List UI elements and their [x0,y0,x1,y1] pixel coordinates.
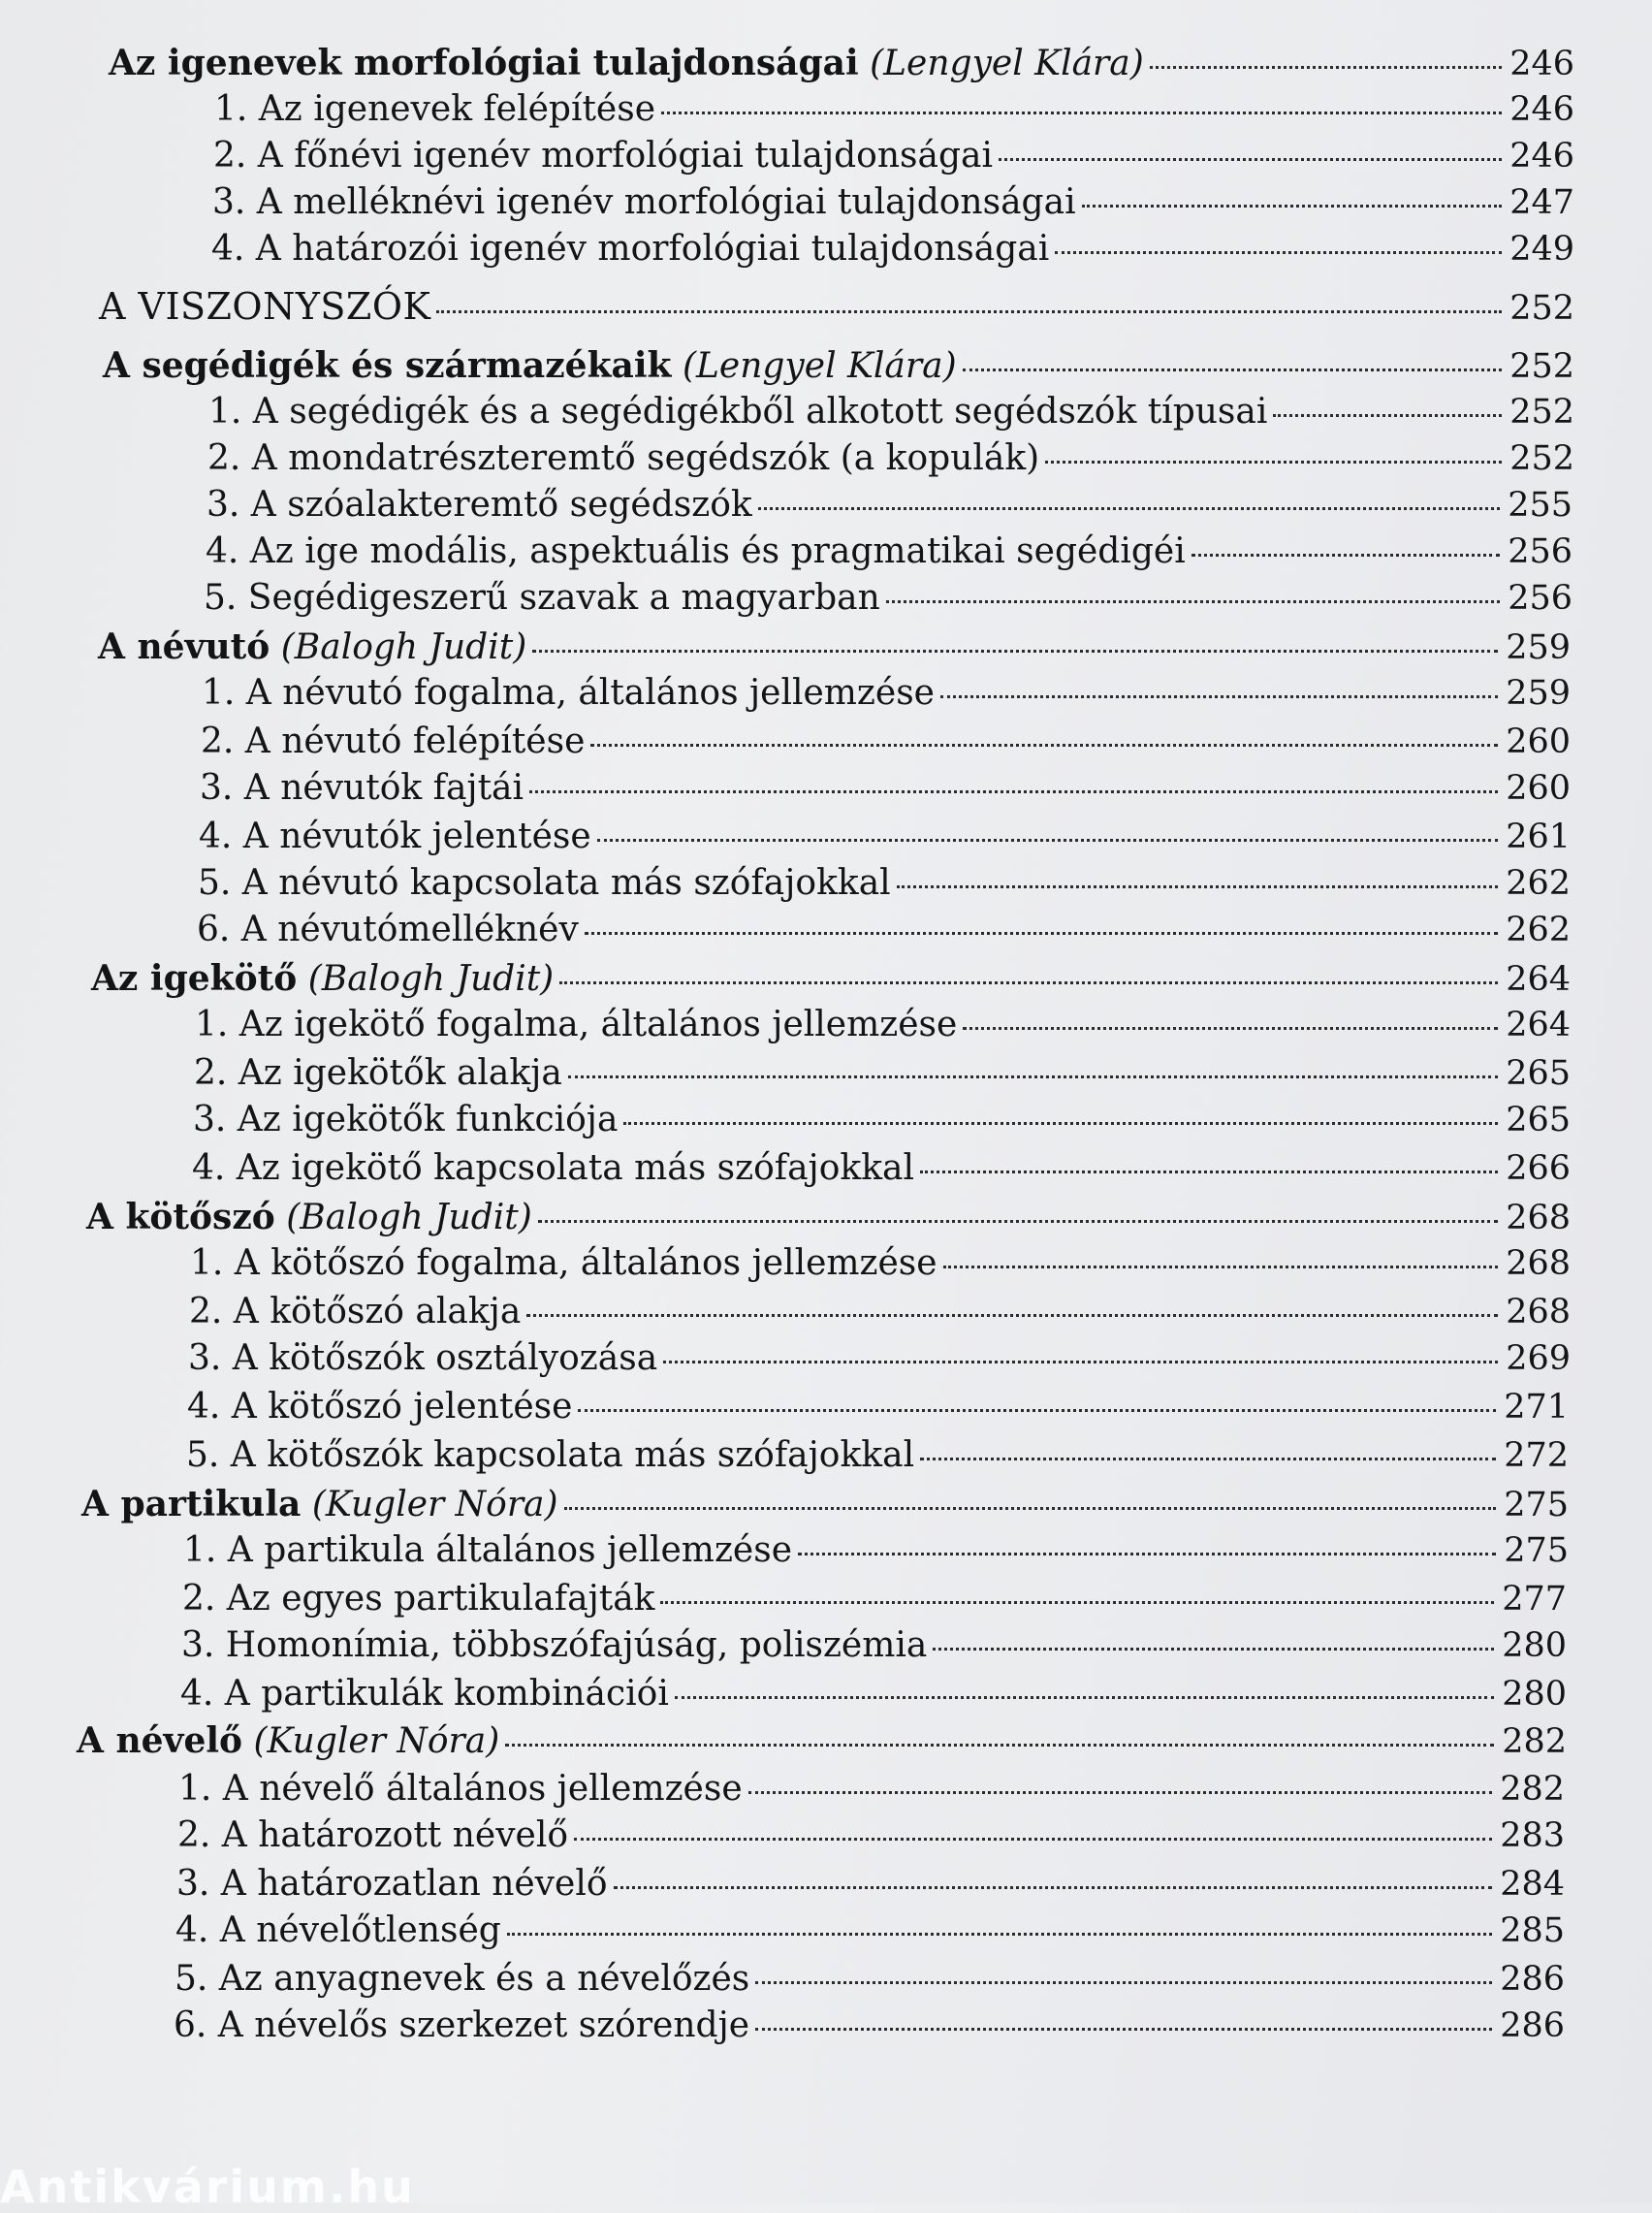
dot-leader [526,1314,1498,1317]
toc-item [208,392,1574,432]
dot-leader [597,839,1499,842]
dot-leader [748,1791,1493,1794]
dot-leader [755,2028,1492,2031]
dot-leader [1055,251,1502,254]
toc-page-number: 252 [1509,439,1574,478]
toc-item [187,1387,1569,1427]
toc-section-label [91,958,554,999]
toc-section-label [77,1720,499,1761]
toc-item [198,863,1571,903]
toc-item-label: 2. A névutó felépítése [201,722,586,761]
toc-item [193,1100,1571,1139]
toc-item [197,910,1571,949]
toc-page-number: 262 [1506,911,1571,949]
toc-item-label: 5. Az anyagnevek és a névelőzés [175,1959,750,1999]
dot-leader [963,1027,1498,1030]
toc-item-label: 5. A kötőszók kapcsolata más szófajokkal [186,1435,915,1475]
toc-item [190,1243,1571,1283]
toc-section-heading [86,1197,1571,1237]
toc-item [192,1148,1571,1188]
toc-item-label: 4. A névutók jelentése [199,817,591,856]
toc-item-label: 6. A névutómelléknév [197,910,579,949]
dot-leader [675,1696,1494,1699]
toc-section-label [103,345,957,386]
toc-page-number: 264 [1506,960,1571,999]
toc-section-label [109,43,1144,83]
toc-item [206,531,1573,571]
toc-item [174,2005,1565,2045]
toc-section-title: A névutó [98,626,270,667]
watermark-logo: Antikvárium.hu [0,2161,415,2213]
toc-section-title: A kötőszó [86,1197,275,1237]
toc-page-number: 285 [1500,1911,1565,1950]
toc-section-author: (Balogh Judit) [286,1198,532,1237]
toc-section-title: A névelő [77,1720,243,1761]
toc-page-number: 265 [1506,1054,1571,1093]
toc-item [188,1338,1571,1378]
toc-page-number: 246 [1509,90,1574,129]
toc-section-heading [81,1484,1569,1524]
toc-section-heading [103,345,1574,386]
toc-page-number: 268 [1506,1293,1571,1331]
toc-item-label: 2. Az igekötők alakja [194,1053,562,1093]
toc-page-number: 282 [1500,1770,1565,1809]
toc-item [183,1530,1569,1570]
toc-item-label: 2. A kötőszó alakja [189,1292,522,1331]
dot-leader [920,1458,1496,1460]
toc-page-number: 277 [1502,1580,1567,1619]
dot-leader [897,885,1499,888]
dot-leader [755,1981,1492,1984]
toc-item-label: 3. A szóalakteremtő segédszók [206,485,752,525]
toc-item [189,1292,1571,1331]
toc-item-label: 1. Az igekötő fogalma, általános jellemzése [195,1005,958,1044]
toc-page-number: 264 [1506,1006,1571,1044]
toc-page-number: 265 [1506,1101,1571,1139]
toc-item-label: 4. A névelőtlenség [175,1910,501,1950]
toc-page-number: 271 [1504,1388,1569,1427]
toc-item [176,1864,1565,1904]
toc-section-author: (Kugler Nóra) [311,1485,558,1524]
toc-item [207,438,1574,478]
toc-item-label: 2. A mondatrészteremtő segédszók (a kopulák) [207,438,1040,478]
toc-page-number: 260 [1506,722,1571,761]
toc-item-label: 1. A partikula általános jellemzése [183,1530,792,1570]
toc-page-number: 275 [1504,1531,1569,1570]
dot-leader [1273,414,1502,417]
dot-leader [623,1122,1498,1125]
toc-page-number: 286 [1500,1960,1565,1999]
toc-page-number: 247 [1509,183,1574,222]
toc-page-number: 269 [1506,1339,1571,1378]
toc-item-label: A VISZONYSZÓK [99,285,431,328]
dot-leader [943,1266,1499,1268]
toc-item-label: 6. A névelős szerkezet szórendje [174,2005,750,2045]
toc-item [186,1435,1569,1475]
toc-item-label: 2. A határozott névelő [177,1815,569,1855]
toc-item [213,136,1574,176]
toc-page-number: 252 [1509,289,1574,328]
toc-section-author: (Balogh Judit) [307,959,555,999]
toc-page-number: 246 [1509,45,1574,83]
toc-page-number: 260 [1506,769,1571,808]
dot-leader [940,695,1498,698]
toc-item-label: 3. A névutók fajtái [200,768,524,808]
toc-page-number: 249 [1509,230,1574,269]
toc-section-heading [77,1720,1567,1761]
toc-item-label: 4. A határozói igenév morfológiai tulajdonságai [211,229,1050,269]
dot-leader [574,1838,1492,1841]
dot-leader [660,1601,1494,1604]
dot-leader [529,790,1498,793]
toc-item-label: 1. A névutó fogalma, általános jellemzése [202,673,935,713]
toc-page-number: 266 [1506,1149,1571,1188]
toc-page-number: 246 [1509,137,1574,176]
toc-item [202,673,1571,713]
dot-leader [886,600,1500,603]
toc-item [177,1815,1565,1855]
toc-page-number: 280 [1502,1675,1567,1714]
toc-section-label [98,626,526,667]
dot-leader [661,112,1502,114]
dot-leader [963,369,1503,371]
dot-leader [1191,554,1500,557]
toc-item-label: 2. A főnévi igenév morfológiai tulajdonságai [213,136,993,176]
toc-item-label: 5. A névutó kapcsolata más szófajokkal [198,863,891,903]
toc-item [180,1674,1567,1714]
dot-leader [538,1220,1498,1223]
toc-item-label: 4. A partikulák kombinációi [180,1674,669,1714]
toc-item [212,182,1574,222]
toc-item-label: 1. A kötőszó fogalma, általános jellemzése [190,1243,937,1283]
toc-page-number: 280 [1502,1626,1567,1665]
toc-item-label: 1. A segédigék és a segédigékből alkotott segédszók típusai [208,392,1268,432]
toc-item [195,1005,1571,1044]
dot-leader [590,744,1498,747]
dot-leader [1045,461,1502,464]
dot-leader [559,981,1498,984]
dot-leader [568,1075,1498,1078]
toc-page-number: 252 [1509,347,1574,386]
toc-section-title: Az igekötő [91,958,298,999]
toc-page-number: 255 [1508,486,1573,525]
toc-item [206,485,1573,525]
toc-page-number: 256 [1508,579,1573,618]
toc-item [175,1959,1565,1999]
toc-item [200,768,1571,808]
dot-leader [1082,205,1503,208]
toc-page-number: 282 [1502,1722,1567,1761]
toc-section-author: (Lengyel Klára) [682,346,957,386]
toc-page-number: 283 [1500,1816,1565,1855]
toc-page-number: 261 [1506,818,1571,856]
dot-leader [663,1361,1498,1363]
toc-item-label: 3. A melléknévi igenév morfológiai tulajdonságai [212,182,1076,222]
toc-section-heading [98,626,1571,667]
toc-item-label: 3. Homonímia, többszófajúság, poliszémia [181,1625,928,1665]
toc-section-author: (Lengyel Klára) [870,44,1144,83]
toc-section-label [86,1197,532,1237]
toc-item-label: 3. Az igekötők funkciója [193,1100,619,1139]
dot-leader [798,1553,1496,1556]
dot-leader [585,932,1498,935]
toc-page-number: 262 [1506,864,1571,903]
toc-item-label: 4. Az igekötő kapcsolata más szófajokkal [192,1148,914,1188]
toc-section-author: (Kugler Nóra) [253,1721,500,1761]
toc-section-title: A segédigék és származékaik [103,345,672,386]
toc-page-number: 268 [1506,1244,1571,1283]
toc-section-heading [91,958,1571,999]
toc-page-number: 272 [1504,1436,1569,1475]
toc-page-number: 275 [1504,1486,1569,1524]
dot-leader [436,310,1502,313]
toc-item [214,89,1574,129]
toc-page-number: 284 [1500,1865,1565,1904]
dot-leader [578,1409,1496,1412]
dot-leader [507,1933,1492,1936]
dot-leader [505,1744,1494,1747]
dot-leader [1150,66,1502,69]
toc-item-label: 3. A határozatlan névelő [176,1864,608,1904]
toc-page-number: 252 [1509,393,1574,432]
toc-item-label: 4. Az ige modális, aspektuális és pragmatikai segédigéi [206,531,1186,571]
toc-item [211,229,1574,269]
toc-item-label: 5. Segédigeszerű szavak a magyarban [204,578,880,618]
toc-item [201,722,1571,761]
toc-section-title: Az igenevek morfológiai tulajdonságai [109,43,859,83]
toc-item [182,1579,1567,1619]
toc-part-heading [99,285,1574,328]
dot-leader [920,1171,1498,1173]
toc-item-label: 1. A névelő általános jellemzése [178,1769,743,1809]
toc-item [194,1053,1571,1093]
toc-page-number: 268 [1506,1199,1571,1237]
toc-item [199,817,1571,856]
dot-leader [999,158,1502,161]
toc-item-label: 4. A kötőszó jelentése [187,1387,573,1427]
toc-item-label: 1. Az igenevek felépítése [214,89,656,129]
toc-page-number: 259 [1506,674,1571,713]
toc-item-label: 3. A kötőszók osztályozása [188,1338,658,1378]
toc-item-label: 2. Az egyes partikulafajták [182,1579,655,1619]
dot-leader [614,1886,1493,1889]
toc-section-label [81,1484,558,1524]
toc-item [175,1910,1565,1950]
dot-leader [532,650,1498,653]
toc-section-author: (Balogh Judit) [280,627,527,667]
toc-item [178,1769,1565,1809]
toc-page-number: 259 [1506,628,1571,667]
dot-leader [758,507,1500,510]
dot-leader [564,1507,1497,1510]
dot-leader [933,1648,1494,1651]
toc-item [204,578,1573,618]
toc-section-title: A partikula [81,1484,302,1524]
toc-item [181,1625,1567,1665]
toc-section-heading [109,43,1574,83]
toc-page-number: 286 [1500,2006,1565,2045]
toc-page-number: 256 [1508,532,1573,571]
